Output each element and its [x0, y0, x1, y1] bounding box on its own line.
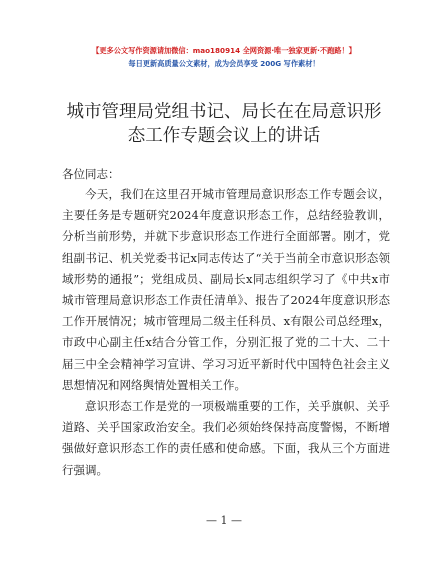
promo-line-1: 【更多公文写作资源请加微信：mao180914 全网资源·唯一独家更新·不跑路！】 [92, 46, 356, 55]
paragraph-1: 今天，我们在这里召开城市管理局意识形态工作专题会议，主要任务是专题研究2024年度意识形态工作，总结经验教训，分析当前形势，并就下步意识形态工作进行全面部署。刚才，党组副书记、机关党委书记x同志传达了“关于当前全市意识形态领域形势的通报”；党组成员、副局长x同志组织学习了《中共x市城市管理局意识形态工作责任清单》、报告了2024年度意识形态工作开展情况；城市管理局二级主任科员、x有限公司总经理x，市政中心副主任x结合分管工作，分别汇报了党的二十大、二十届三中全会精神学习宣讲、学习习近平新时代中国特色社会主义思想情况和网络舆情处置相关工作。 [62, 187, 390, 392]
page-number: — 1 — [206, 514, 242, 527]
paragraph-2: 意识形态工作是党的一项极端重要的工作，关乎旗帜、关乎道路、关乎国家政治安全。我们必须始终保持高度警惕，不断增强做好意识形态工作的责任感和使命感。下面，我从三个方面进行强调。 [62, 399, 390, 477]
document-title: 城市管理局党组书记、局长在在局意识形态工作专题会议上的讲话 [66, 102, 382, 146]
promo-banner [0, 44, 448, 70]
promo-line-2: 每日更新高质量公文素材，成为会员享受 200G 写作素材！ [128, 59, 320, 68]
salutation: 各位同志： [62, 167, 120, 181]
